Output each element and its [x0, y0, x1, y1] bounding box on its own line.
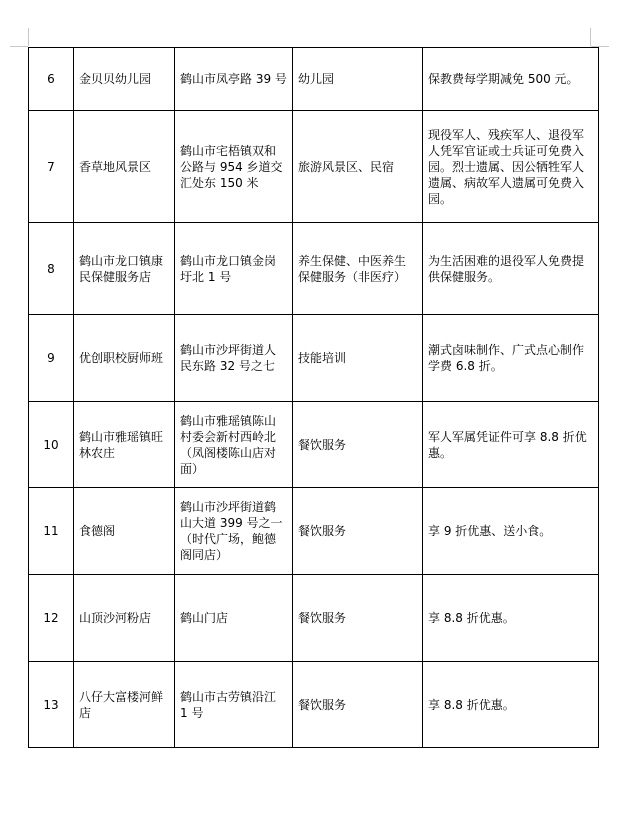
merchant-benefit: 现役军人、残疾军人、退役军人凭军官证或士兵证可免费入园。烈士遗属、因公牺牲军人遗属、病故军人遗属可免费入园。: [423, 111, 599, 223]
table-row: [29, 315, 599, 402]
merchant-name: 八仔大富楼河鲜店: [74, 662, 175, 748]
table-row: [29, 48, 599, 111]
merchant-address: 鹤山市凤亭路 39 号: [175, 48, 293, 111]
merchant-benefit: 为生活困难的退役军人免费提供保健服务。: [423, 223, 599, 315]
page-corner-mark-top-left: [28, 28, 29, 46]
row-number: 10: [29, 402, 74, 488]
row-number: 11: [29, 488, 74, 575]
merchant-category: 餐饮服务: [293, 575, 423, 662]
page-corner-mark-top-left: [10, 46, 28, 47]
row-number: 9: [29, 315, 74, 402]
merchant-benefits-table: [28, 47, 599, 748]
merchant-benefit: 潮式卤味制作、广式点心制作学费 6.8 折。: [423, 315, 599, 402]
merchant-name: 优创职校厨师班: [74, 315, 175, 402]
merchant-category: 餐饮服务: [293, 402, 423, 488]
merchant-address: 鹤山市龙口镇金岗圩北 1 号: [175, 223, 293, 315]
merchant-address: 鹤山市宅梧镇双和公路与 954 乡道交汇处东 150 米: [175, 111, 293, 223]
merchant-name: 山顶沙河粉店: [74, 575, 175, 662]
merchant-category: 技能培训: [293, 315, 423, 402]
merchant-name: 食德阁: [74, 488, 175, 575]
merchant-name: 香草地风景区: [74, 111, 175, 223]
row-number: 13: [29, 662, 74, 748]
table-row: [29, 575, 599, 662]
merchant-benefit: 享 8.8 折优惠。: [423, 575, 599, 662]
merchant-category: 餐饮服务: [293, 488, 423, 575]
table-row: [29, 488, 599, 575]
merchant-address: 鹤山门店: [175, 575, 293, 662]
table-row: [29, 223, 599, 315]
page-corner-mark-top-right: [590, 28, 591, 46]
merchant-category: 养生保健、中医养生保健服务（非医疗）: [293, 223, 423, 315]
merchant-name: 鹤山市雅瑶镇旺林农庄: [74, 402, 175, 488]
merchant-benefit: 享 8.8 折优惠。: [423, 662, 599, 748]
merchant-address: 鹤山市雅瑶镇陈山村委会新村西岭北（凤阁楼陈山店对面）: [175, 402, 293, 488]
row-number: 7: [29, 111, 74, 223]
row-number: 6: [29, 48, 74, 111]
row-number: 12: [29, 575, 74, 662]
merchant-category: 旅游风景区、民宿: [293, 111, 423, 223]
row-number: 8: [29, 223, 74, 315]
merchant-name: 金贝贝幼儿园: [74, 48, 175, 111]
merchant-address: 鹤山市沙坪街道鹤山大道 399 号之一（时代广场，鲍德阁同店）: [175, 488, 293, 575]
merchant-category: 餐饮服务: [293, 662, 423, 748]
merchant-benefit: 保教费每学期减免 500 元。: [423, 48, 599, 111]
table-row: [29, 111, 599, 223]
table-row: [29, 402, 599, 488]
merchant-name: 鹤山市龙口镇康民保健服务店: [74, 223, 175, 315]
merchant-category: 幼儿园: [293, 48, 423, 111]
table-row: [29, 662, 599, 748]
merchant-benefit: 军人军属凭证件可享 8.8 折优惠。: [423, 402, 599, 488]
merchant-benefit: 享 9 折优惠、送小食。: [423, 488, 599, 575]
merchant-address: 鹤山市沙坪街道人民东路 32 号之七: [175, 315, 293, 402]
merchant-address: 鹤山市古劳镇沿江 1 号: [175, 662, 293, 748]
